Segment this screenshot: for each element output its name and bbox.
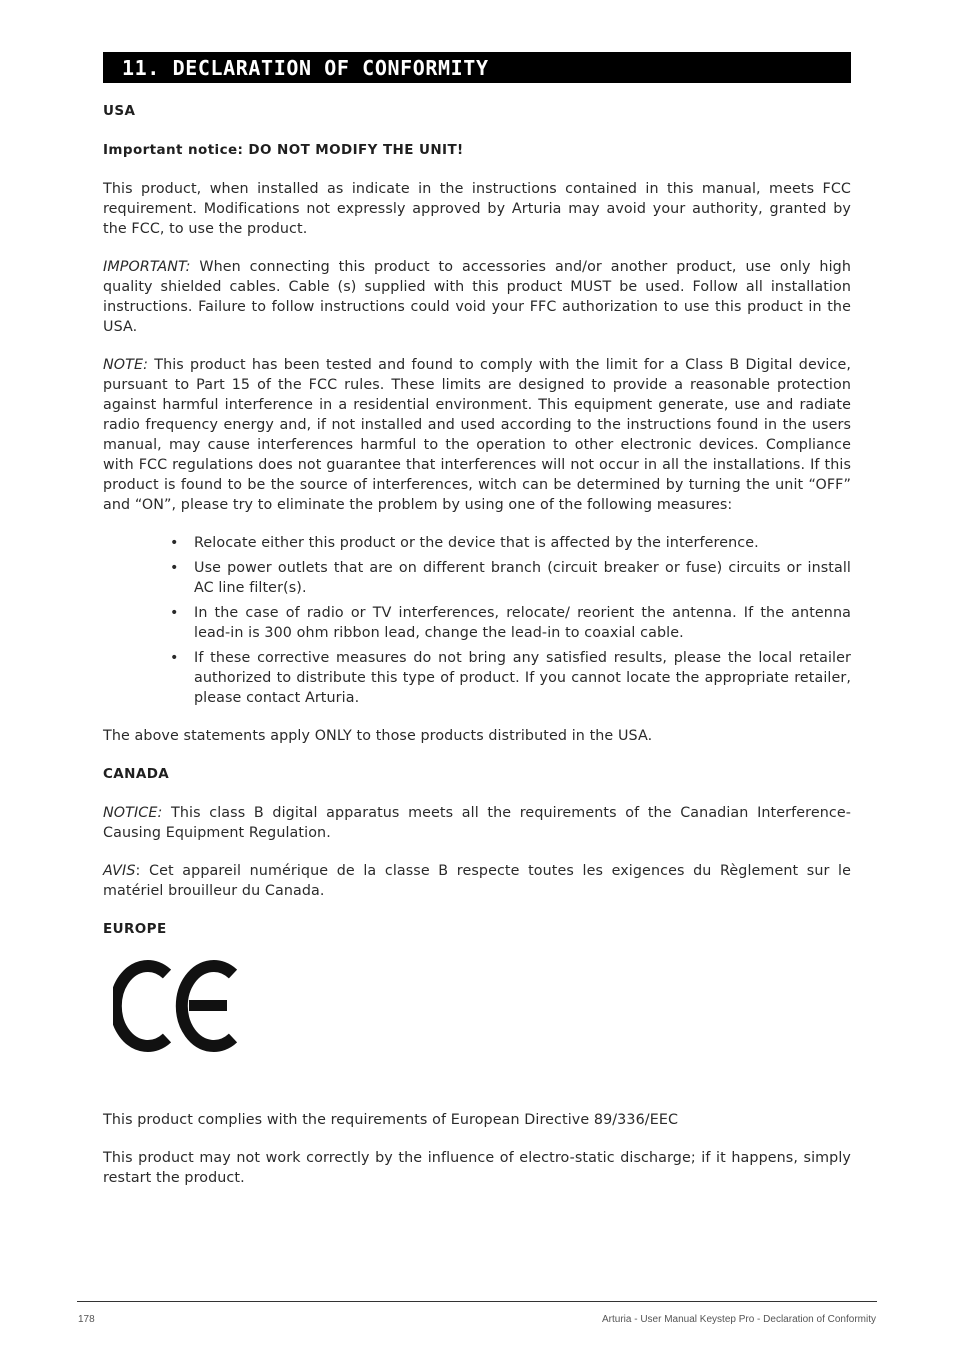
canada-avis bbox=[103, 861, 851, 901]
note-text: This product has been tested and found to comply with the limit for a Class B Digital device, pursuant to Part 15 of the FCC rules. These limits are designed to provide a reasonable protection against harmful interference in a residential environment. This equipment generate, use and radiate radio frequency energy and, if not installed and used according to the instructions found in the users manual, may cause interferences harmful to the operation to other electronic devices. Compliance with FCC regulations does not guarantee that interferences will not occur in all the installations. If this product is found to be the source of interferences, witch can be determined by turning the unit “OFF” and “ON”, please try to eliminate the problem by using one of the following measures: bbox=[103, 357, 851, 513]
note-label: NOTE: bbox=[103, 357, 149, 373]
ce-mark-logo bbox=[113, 958, 851, 1058]
chapter-title: 11. DECLARATION OF CONFORMITY bbox=[103, 52, 851, 83]
page-number: 178 bbox=[78, 1314, 95, 1325]
notice-label: NOTICE: bbox=[103, 805, 163, 821]
usa-paragraph-note bbox=[103, 355, 851, 515]
important-label: IMPORTANT: bbox=[103, 259, 191, 275]
important-text: When connecting this product to accessories and/or another product, use only high quality shielded cables. Cable (s) supplied with this product MUST be used. Follow all installation instructions. Failure to follow instructions could void your FFC authorization to use this product in the USA. bbox=[103, 259, 851, 335]
footer-divider bbox=[77, 1301, 877, 1302]
usa-paragraph-important bbox=[103, 257, 851, 337]
list-item: • Use power outlets that are on different branch (circuit breaker or fuse) circuits or install AC line filter(s). bbox=[194, 558, 851, 598]
canada-notice bbox=[103, 803, 851, 843]
list-item: • Relocate either this product or the device that is affected by the interference. bbox=[194, 533, 851, 553]
list-item: • If these corrective measures do not bring any satisfied results, please the local retailer authorized to distribute this type of product. If you cannot locate the appropriate retailer, please contact Arturia. bbox=[194, 648, 851, 708]
important-notice: Important notice: DO NOT MODIFY THE UNIT! bbox=[103, 142, 464, 158]
section-title-europe: EUROPE bbox=[103, 921, 167, 937]
avis-text: : Cet appareil numérique de la classe B respecte toutes les exigences du Règlement sur le matériel brouilleur du Canada. bbox=[103, 863, 851, 899]
section-title-canada: CANADA bbox=[103, 766, 170, 782]
section-title-usa: USA bbox=[103, 103, 136, 119]
page-content bbox=[103, 52, 851, 1206]
notice-text: This class B digital apparatus meets all the requirements of the Canadian Interference-Causing Equipment Regulation. bbox=[103, 805, 851, 841]
europe-esd-note: This product may not work correctly by the influence of electro-static discharge; if it happens, simply restart the product. bbox=[103, 1150, 851, 1186]
ce-mark-icon bbox=[113, 958, 243, 1054]
footer-title: Arturia - User Manual Keystep Pro - Declaration of Conformity bbox=[602, 1314, 876, 1325]
usa-paragraph-fcc: This product, when installed as indicate in the instructions contained in this manual, meets FCC requirement. Modifications not expressly approved by Arturia may avoid your authority, granted by the FCC, to use the product. bbox=[103, 181, 851, 237]
list-item: • In the case of radio or TV interferences, relocate/ reorient the antenna. If the antenna lead-in is 300 ohm ribbon lead, change the lead-in to coaxial cable. bbox=[194, 603, 851, 643]
usa-closing: The above statements apply ONLY to those products distributed in the USA. bbox=[103, 728, 653, 744]
avis-label: AVIS bbox=[103, 863, 136, 879]
measures-list bbox=[103, 533, 851, 708]
europe-directive: This product complies with the requirements of European Directive 89/336/EEC bbox=[103, 1112, 679, 1128]
